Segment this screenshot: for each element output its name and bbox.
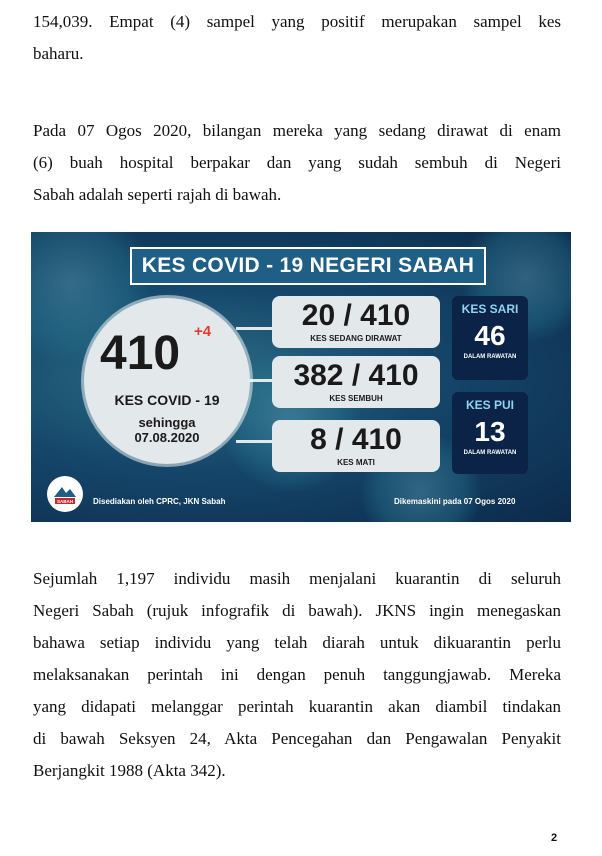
sari-value: 46	[474, 320, 506, 351]
footer-updated: Dikemaskini pada 07 Ogos 2020	[394, 497, 516, 506]
stat-box-treated	[272, 296, 440, 348]
covid-infographic	[31, 232, 571, 522]
logo-icon	[50, 479, 80, 509]
paragraph-2	[33, 115, 561, 211]
total-cases-value: 410	[100, 327, 181, 380]
stat-label: KES SEMBUH	[329, 394, 383, 403]
text-line: 154,039. Empat (4) sampel yang positif merupakan sampel kes	[33, 12, 561, 31]
logo-text: SABAH	[56, 499, 74, 504]
increase-badge: +4	[194, 323, 212, 340]
stat-value: 8 / 410	[310, 423, 402, 456]
as-of-label: sehingga	[138, 415, 196, 430]
text-line: Pada 07 Ogos 2020, bilangan mereka yang sedang dirawat di enam	[33, 121, 561, 140]
as-of-date: 07.08.2020	[134, 430, 200, 445]
stat-value: 20 / 410	[301, 299, 411, 332]
text-line: Sejumlah 1,197 individu masih menjalani kuarantin di seluruh	[33, 569, 561, 588]
text-line: Sabah adalah seperti rajah di bawah.	[33, 185, 282, 204]
sabah-logo	[47, 476, 83, 512]
text-line: Berjangkit 1988 (Akta 342).	[33, 761, 226, 780]
text-line: (6) buah hospital berpakar dan yang sudah sembuh di Negeri	[33, 153, 561, 172]
footer-source: Disediakan oleh CPRC, JKN Sabah	[93, 497, 226, 506]
as-of-block	[84, 415, 250, 445]
text-line: di bawah Seksyen 24, Akta Pencegahan dan Pengawalan Penyakit	[33, 729, 561, 748]
text-line: baharu.	[33, 44, 84, 63]
paragraph-1	[33, 6, 561, 70]
text-line: bahawa setiap individu yang telah diarah untuk dikuarantin perlu	[33, 633, 561, 652]
pui-sub: DALAM RAWATAN	[463, 450, 517, 456]
page-number: 2	[551, 832, 558, 844]
text-line: yang didapati melanggar perintah kuarantin akan diambil tindakan	[33, 697, 561, 716]
infographic-title: KES COVID - 19 NEGERI SABAH	[130, 247, 486, 285]
sari-header: KES SARI	[461, 302, 519, 316]
text-line: melaksanakan perintah ini dengan penuh tanggungjawab. Mereka	[33, 665, 561, 684]
total-cases-circle	[84, 298, 250, 464]
stat-box-recovered	[272, 356, 440, 408]
pui-header: KES PUI	[465, 398, 514, 412]
text-line: Negeri Sabah (rujuk infografik di bawah). JKNS ingin menegaskan	[33, 601, 561, 620]
stat-box-deaths	[272, 420, 440, 472]
sari-sub: DALAM RAWATAN	[463, 354, 517, 360]
connector-line	[236, 327, 276, 330]
stat-label: KES MATI	[337, 458, 375, 467]
stat-label: KES SEDANG DIRAWAT	[310, 334, 402, 343]
pui-value: 13	[474, 416, 506, 447]
total-cases-label: KES COVID - 19	[114, 392, 220, 408]
sari-box	[452, 296, 528, 380]
paragraph-3	[33, 563, 561, 787]
stat-value: 382 / 410	[293, 359, 419, 392]
pui-box	[452, 392, 528, 474]
